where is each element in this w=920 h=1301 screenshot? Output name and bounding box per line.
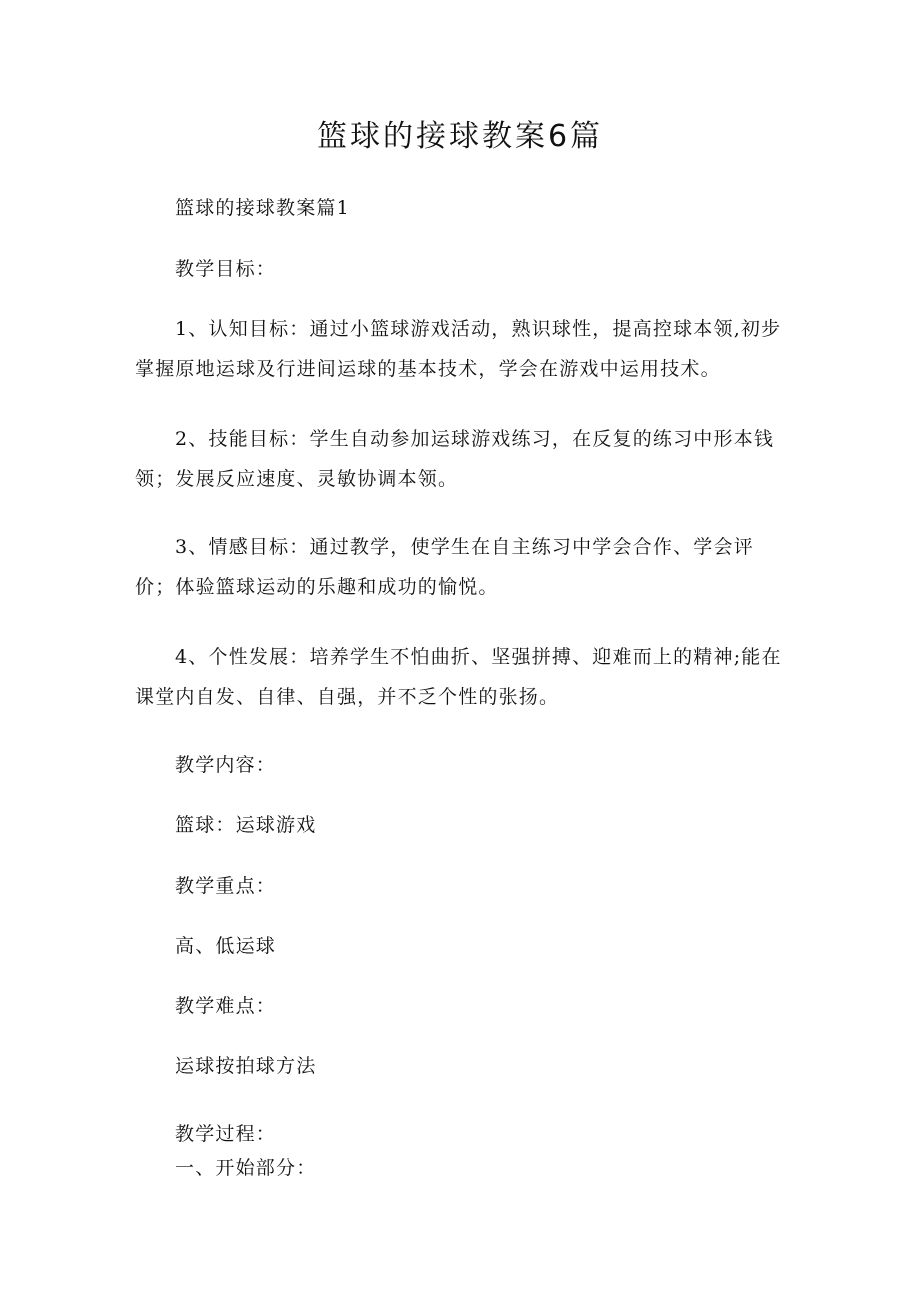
- content-text: 篮球：运球游戏: [175, 814, 317, 836]
- goal-item-3: 3、情感目标：通过教学，使学生在自主练习中学会合作、学会评价；体验篮球运动的乐趣和成功的愉悦。: [135, 536, 754, 598]
- key-point-label: 教学重点：: [175, 875, 277, 897]
- process-first-step: 一、开始部分：: [175, 1157, 317, 1179]
- goal-item-4: 4、个性发展：培养学生不怕曲折、坚强拼搏、迎难而上的精神;能在课堂内自发、自律、自强，并不乏个性的张扬。: [135, 646, 782, 708]
- goals-label: 教学目标：: [175, 258, 277, 280]
- goal-item-1: 1、认知目标：通过小篮球游戏活动，熟识球性，提高控球本领,初步掌握原地运球及行进间运球的基本技术，学会在游戏中运用技术。: [135, 318, 782, 380]
- section-heading: 篮球的接球教案篇1: [175, 197, 350, 219]
- key-point-text: 高、低运球: [175, 935, 277, 957]
- goal-item-2: 2、技能目标：学生自动参加运球游戏练习，在反复的练习中形本钱领；发展反应速度、灵敏协调本领。: [135, 428, 775, 490]
- document-title: 篮球的接球教案6篇: [316, 119, 604, 154]
- content-label: 教学内容：: [175, 754, 277, 776]
- difficulty-text: 运球按拍球方法: [175, 1055, 317, 1077]
- difficulty-label: 教学难点：: [175, 995, 277, 1017]
- process-label: 教学过程：: [175, 1123, 277, 1145]
